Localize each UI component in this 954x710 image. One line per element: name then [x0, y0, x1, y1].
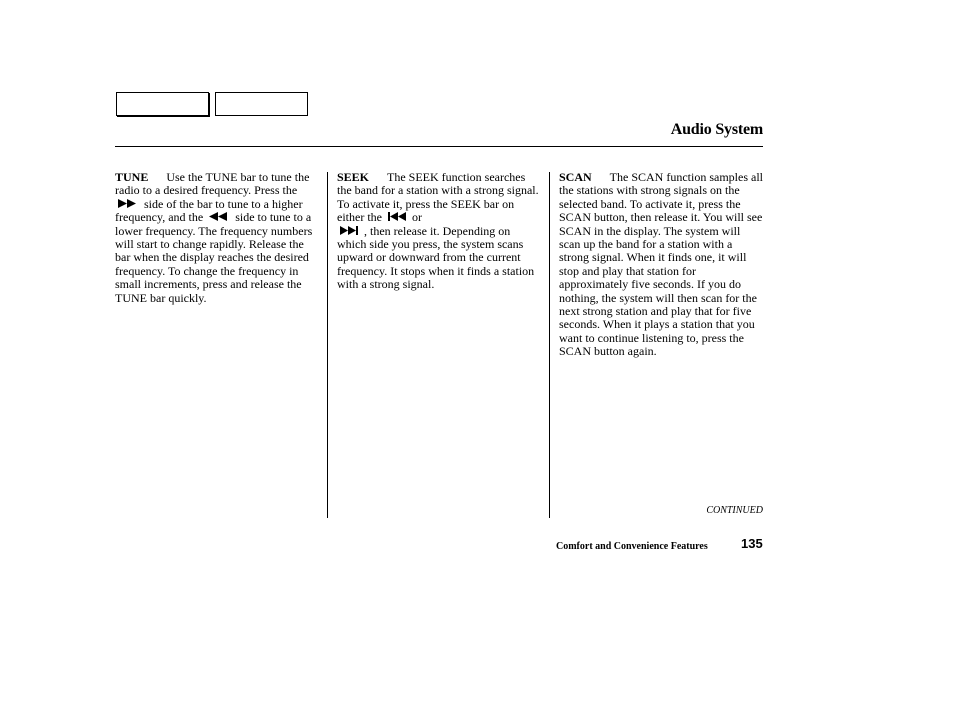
column-divider-2 — [549, 172, 550, 518]
tune-text-3: side to tune to a lower frequency. The frequency numbers will start to change rapidly. Release the bar when the display reaches the desired frequency. To change the frequency in small increments, press and release the TUNE bar quickly. — [115, 210, 313, 305]
seek-heading: SEEK — [337, 170, 370, 184]
skip-forward-icon — [340, 226, 358, 235]
nav-tab-box-2[interactable] — [215, 92, 308, 116]
scan-heading: SCAN — [559, 170, 592, 184]
seek-text-3: , then release it. Depending on which side you press, the system scans upward or downward from the current frequency. It stops when it finds a station with a strong signal. — [337, 223, 535, 292]
scan-paragraph — [559, 171, 764, 359]
header-rule — [115, 146, 763, 147]
tune-text-1: Use the TUNE bar to tune the radio to a desired frequency. Press the — [115, 170, 310, 198]
seek-text-2: or — [411, 210, 422, 225]
tune-heading: TUNE — [115, 170, 149, 184]
seek-text-1: The SEEK function searches the band for a station with a strong signal. To activate it, press the SEEK bar on either the — [337, 170, 539, 225]
skip-back-icon — [388, 212, 406, 221]
page-number: 135 — [741, 536, 763, 551]
nav-tab-box-1[interactable] — [116, 92, 209, 116]
fast-forward-icon — [118, 199, 138, 208]
seek-paragraph — [337, 171, 540, 292]
footer-section-title: Comfort and Convenience Features — [556, 541, 708, 552]
tune-paragraph — [115, 171, 320, 305]
continued-label: CONTINUED — [706, 505, 763, 516]
column-divider-1 — [327, 172, 328, 518]
rewind-icon — [209, 212, 229, 221]
scan-text: The SCAN function samples all the stations with strong signals on the selected band. To activate it, press the SCAN button, then release it. You will see SCAN in the display. The system will scan up the band for a station with a strong signal. When it finds one, it will stop and play that station for approximately five seconds. If you do nothing, the system will then scan for the next strong station and play that for five seconds. When it plays a station that you want to continue listening to, press the SCAN button again. — [559, 170, 763, 359]
tune-text-2: side of the bar to tune to a higher frequency, and the — [115, 196, 303, 225]
page-title: Audio System — [670, 121, 763, 138]
